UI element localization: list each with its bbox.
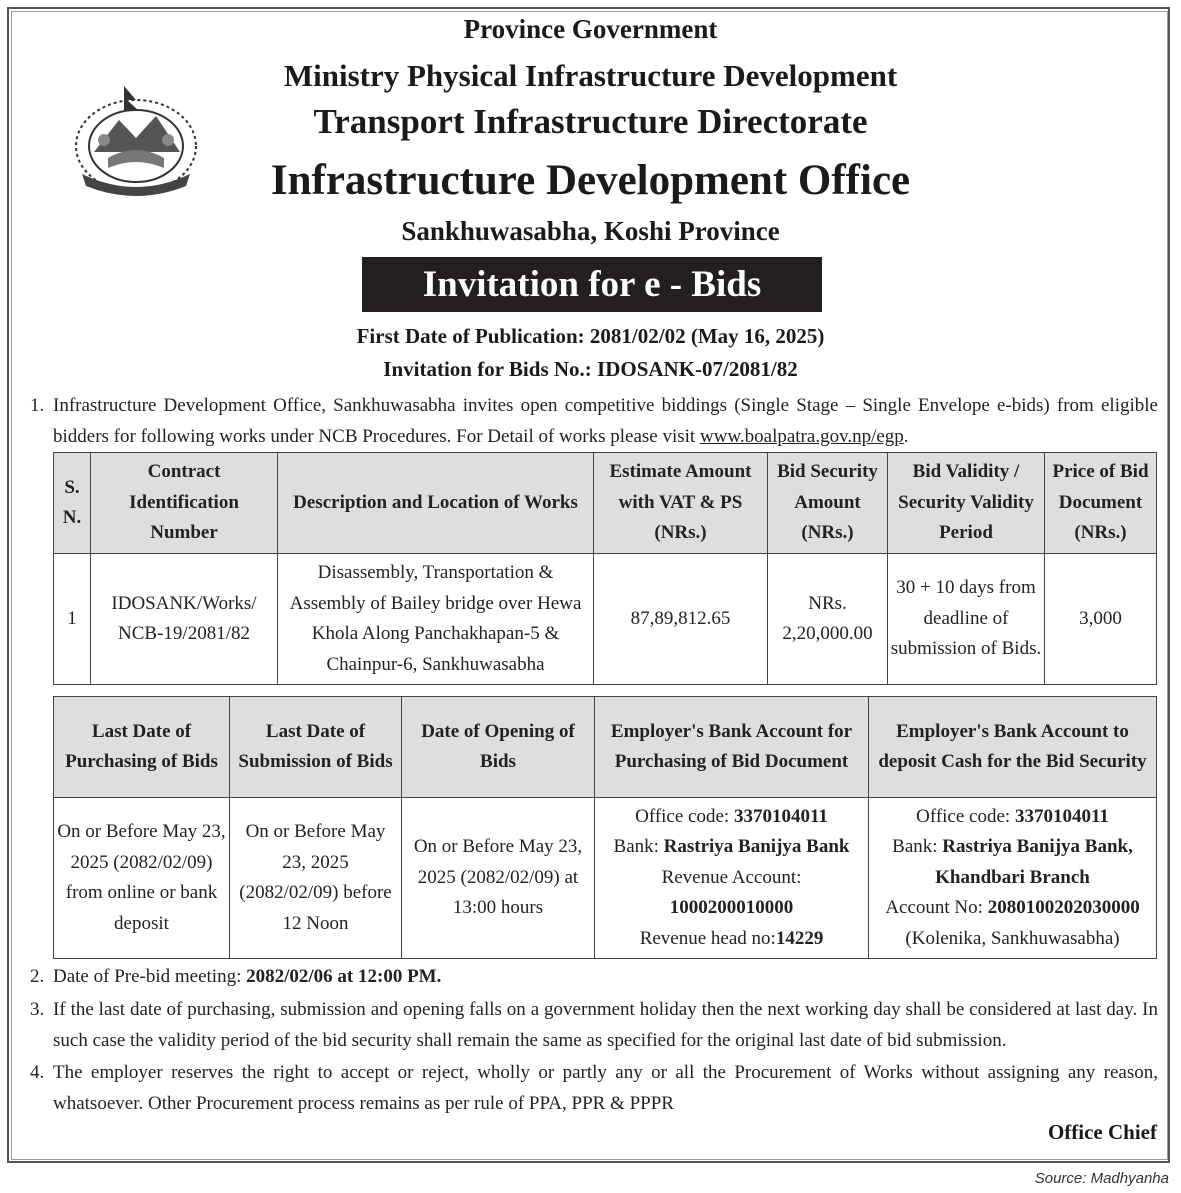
revenue-head-label: Revenue head no: <box>639 927 776 949</box>
bank-value: Rastriya Banijya Bank, Khandbari Branch <box>935 836 1133 888</box>
table-header-row <box>54 697 1157 798</box>
paragraph-4 <box>30 1057 1158 1119</box>
invitation-banner: Invitation for e - Bids <box>362 257 822 312</box>
col-bank-purchase: Employer's Bank Account for Purchasing of Bid Document <box>595 697 869 798</box>
directorate-heading: Transport Infrastructure Directorate <box>313 102 868 141</box>
paragraph-text: If the last date of purchasing, submission and opening falls on a government holiday then the next working day shall be considered at last day. In such case the validity period of the bid security shall remain the same as specified for the original last date of bid submission. <box>53 999 1158 1051</box>
col-opening: Date of Opening of Bids <box>402 697 595 798</box>
table-row <box>54 798 1157 959</box>
col-last-purchase: Last Date of Purchasing of Bids <box>54 697 230 798</box>
revenue-account-value: 1000200010000 <box>669 897 794 919</box>
paragraph-1 <box>30 390 1158 452</box>
office-code-value: 3370104011 <box>1014 805 1109 827</box>
office-code-value: 3370104011 <box>733 805 828 827</box>
office-code-label: Office code: <box>916 805 1015 827</box>
signature: Office Chief <box>1047 1120 1157 1144</box>
bank-label: Bank: <box>892 836 943 858</box>
ministry-heading: Ministry Physical Infrastructure Development <box>283 58 898 93</box>
cell-bank-purchase <box>595 798 869 959</box>
cell-last-purchase: On or Before May 23, 2025 (2082/02/09) from online or bank deposit <box>54 798 230 959</box>
revenue-head-value: 14229 <box>775 927 824 949</box>
cell-bank-deposit <box>869 798 1157 959</box>
col-last-submission: Last Date of Submission of Bids <box>230 697 402 798</box>
bank-value: Rastriya Banijya Bank <box>663 836 850 858</box>
account-place: (Kolenika, Sankhuwasabha) <box>905 927 1120 949</box>
cell-description: Disassembly, Transportation & Assembly of Bailey bridge over Hewa Khola Along Panchakhapan-5 & Chainpur-6, Sankhuwasabha <box>278 554 594 685</box>
paragraph-text <box>53 390 1158 452</box>
cell-estimate: 87,89,812.65 <box>594 554 768 685</box>
col-bid-security: Bid Security Amount (NRs.) <box>768 453 888 554</box>
source-credit: Source: Madhyanha <box>1034 1170 1169 1187</box>
paragraph-text: The employer reserves the right to accept or reject, wholly or partly any or all the Procurement of Works without assigning any reason, whatsoever. Other Procurement process remains as per rule of PPA, PPR & PPPR <box>53 1062 1158 1114</box>
province-government-heading: Province Government <box>463 14 718 44</box>
paragraph-number: 1. <box>30 395 45 416</box>
paragraph-1-text: Infrastructure Development Office, Sankhuwasabha invites open competitive biddings (Single Stage – Single Envelope e-bids) from eligible bidders for following works under NCB Procedures. For Detail of works please visit <box>53 395 1158 447</box>
account-no-value: 2080100202030000 <box>987 897 1140 919</box>
paragraph-number: 2. <box>30 966 45 987</box>
publication-date: First Date of Publication: 2081/02/02 (May 16, 2025) <box>356 324 825 348</box>
cell-bid-security: NRs. 2,20,000.00 <box>768 554 888 685</box>
cell-last-submission: On or Before May 23, 2025 (2082/02/09) before 12 Noon <box>230 798 402 959</box>
egp-link[interactable]: www.boalpatra.gov.np/egp <box>699 426 904 447</box>
account-no-label: Account No: <box>885 897 988 919</box>
col-validity: Bid Validity / Security Validity Period <box>888 453 1045 554</box>
col-estimate: Estimate Amount with VAT & PS (NRs.) <box>594 453 768 554</box>
works-table <box>53 452 1157 685</box>
revenue-account-label: Revenue Account: <box>661 866 802 888</box>
cell-opening: On or Before May 23, 2025 (2082/02/09) at 13:00 hours <box>402 798 595 959</box>
col-price: Price of Bid Document (NRs.) <box>1045 453 1157 554</box>
col-contract-id: Contract Identification Number <box>91 453 278 554</box>
cell-price: 3,000 <box>1045 554 1157 685</box>
paragraph-text <box>53 961 1158 992</box>
paragraph-2 <box>30 961 1158 992</box>
dates-table <box>53 696 1157 959</box>
table-row <box>54 554 1157 685</box>
office-code-label: Office code: <box>635 805 734 827</box>
col-bank-deposit: Employer's Bank Account to deposit Cash for the Bid Security <box>869 697 1157 798</box>
prebid-value: 2082/02/06 at 12:00 PM. <box>246 966 442 987</box>
prebid-label: Date of Pre-bid meeting: <box>53 966 247 987</box>
cell-sn: 1 <box>54 554 91 685</box>
col-description: Description and Location of Works <box>278 453 594 554</box>
ifb-number: Invitation for Bids No.: IDOSANK-07/2081/82 <box>383 357 798 381</box>
cell-validity: 30 + 10 days from deadline of submission of Bids. <box>888 554 1045 685</box>
cell-contract-id: IDOSANK/Works/ NCB-19/2081/82 <box>91 554 278 685</box>
paragraph-number: 3. <box>30 999 45 1020</box>
col-sn: S. N. <box>54 453 91 554</box>
bank-label: Bank: <box>613 836 664 858</box>
office-heading: Infrastructure Development Office <box>270 157 911 204</box>
paragraph-3 <box>30 994 1158 1056</box>
paragraph-number: 4. <box>30 1062 45 1083</box>
table-header-row <box>54 453 1157 554</box>
location-heading: Sankhuwasabha, Koshi Province <box>401 216 780 246</box>
paragraph-1-end: . <box>903 426 909 447</box>
